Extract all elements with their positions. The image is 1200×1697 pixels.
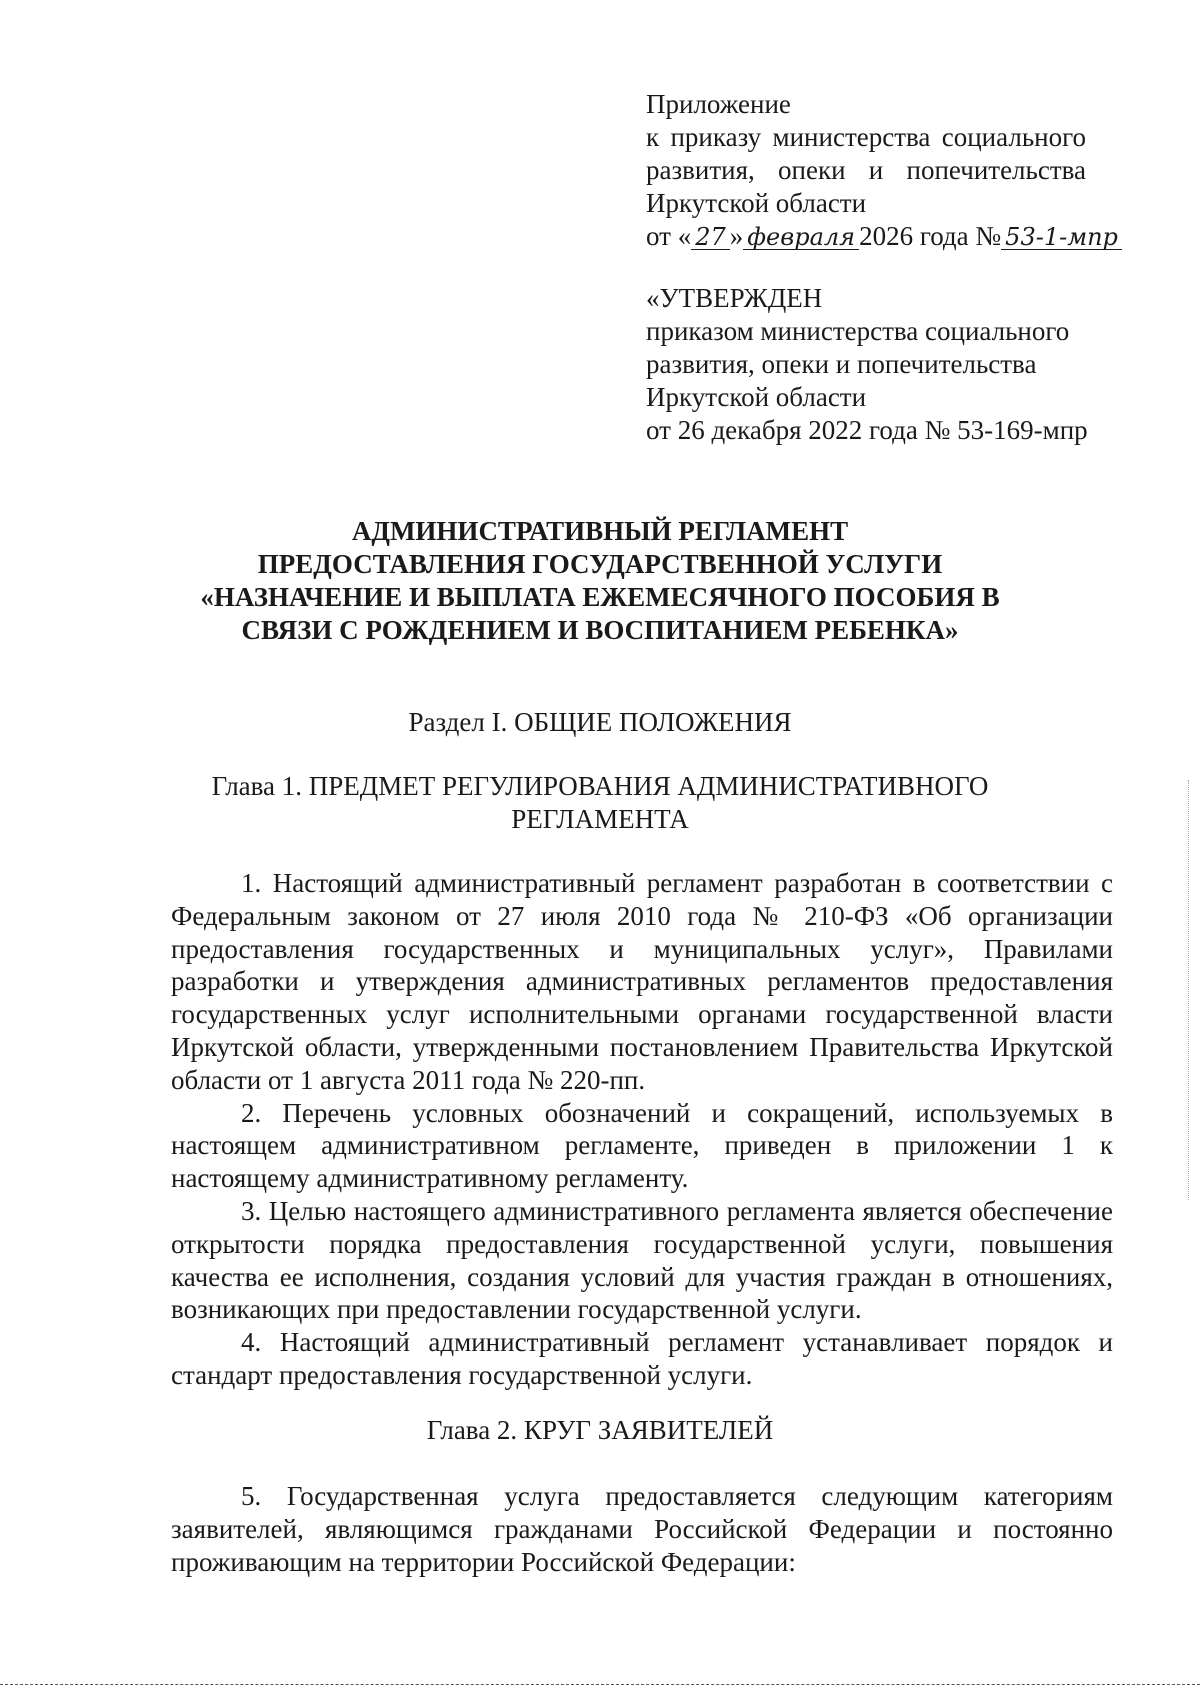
handwritten-month: февраля <box>743 225 859 250</box>
chapter-2-body <box>171 1480 1113 1578</box>
title-line-4: СВЯЗИ С РОЖДЕНИЕМ И ВОСПИТАНИЕМ РЕБЕНКА» <box>241 615 959 645</box>
approved-label: «УТВЕРЖДЕН <box>646 283 823 313</box>
approved-line-3: развития, опеки и попечительства <box>646 349 1037 379</box>
title-line-1: АДМИНИСТРАТИВНЫЙ РЕГЛАМЕНТ <box>351 516 849 546</box>
chapter-1-line-1: Глава 1. ПРЕДМЕТ РЕГУЛИРОВАНИЯ АДМИНИСТРАТИВНОГО <box>211 771 989 801</box>
appendix-line-2: к приказу министерства социального <box>646 122 1086 152</box>
title-line-2: ПРЕДОСТАВЛЕНИЯ ГОСУДАРСТВЕННОЙ УСЛУГИ <box>257 549 943 579</box>
approved-line-5: от 26 декабря 2022 года № 53-169-мпр <box>646 415 1088 445</box>
section-heading: Раздел I. ОБЩИЕ ПОЛОЖЕНИЯ <box>408 707 792 737</box>
paragraph-1: 1. Настоящий административный регламент разработан в соответствии с Федеральным законом от 27 июля 2010 года № 210-ФЗ «Об организации предоставления государственных и муниципальных услуг», Правилами разработки и утверждения административных регламентов предоставления государственных услуг исполнительными органами государственной власти Иркутской области, утвержденными постановлением Правительства Иркутской области от 1 августа 2011 года № 220-пп. <box>171 868 1113 1095</box>
handwritten-number: 53-1-мпр <box>1001 225 1122 250</box>
paragraph-2: 2. Перечень условных обозначений и сокращений, используемых в настоящем административном регламенте, приведен в приложении 1 к настоящему административному регламенту. <box>171 1097 1113 1194</box>
handwritten-day: 27 <box>691 225 730 250</box>
approved-line-4: Иркутской области <box>646 382 867 412</box>
scan-edge-mark <box>1188 780 1189 1200</box>
page-bottom-rule <box>0 1684 1200 1685</box>
chapter-2-heading: Глава 2. КРУГ ЗАЯВИТЕЛЕЙ <box>426 1415 774 1445</box>
paragraph-5: 5. Государственная услуга предоставляется следующим категориям заявителей, являющимся гражданами Российской Федерации и постоянно проживающим на территории Российской Федерации: <box>171 1481 1113 1577</box>
date-mid: » <box>729 221 744 251</box>
paragraph-4: 4. Настоящий административный регламент устанавливает порядок и стандарт предоставления государственной услуги. <box>171 1327 1113 1390</box>
title-line-3: «НАЗНАЧЕНИЕ И ВЫПЛАТА ЕЖЕМЕСЯЧНОГО ПОСОБИЯ В <box>200 582 1000 612</box>
date-prefix: от « <box>646 221 692 251</box>
chapter-1-heading <box>160 770 1040 836</box>
chapter-1-body <box>171 867 1113 1392</box>
appendix-date-line <box>646 220 1118 253</box>
appendix-header <box>646 88 1118 253</box>
document-title <box>160 515 1040 647</box>
chapter-1-line-2: РЕГЛАМЕНТА <box>511 804 689 834</box>
approved-line-2: приказом министерства социального <box>646 316 1070 346</box>
appendix-line-4: Иркутской области <box>646 188 867 218</box>
approved-header <box>646 282 1086 447</box>
appendix-label: Приложение <box>646 89 791 119</box>
paragraph-3: 3. Целью настоящего административного регламента является обеспечение открытости порядка предоставления государственной услуги, повышения качества ее исполнения, создания условий для участия граждан в отношениях, возникающих при предоставлении государственной услуги. <box>171 1195 1113 1325</box>
date-year: 2026 года № <box>859 221 1002 251</box>
appendix-line-3: развития, опеки и попечительства <box>646 155 1086 185</box>
